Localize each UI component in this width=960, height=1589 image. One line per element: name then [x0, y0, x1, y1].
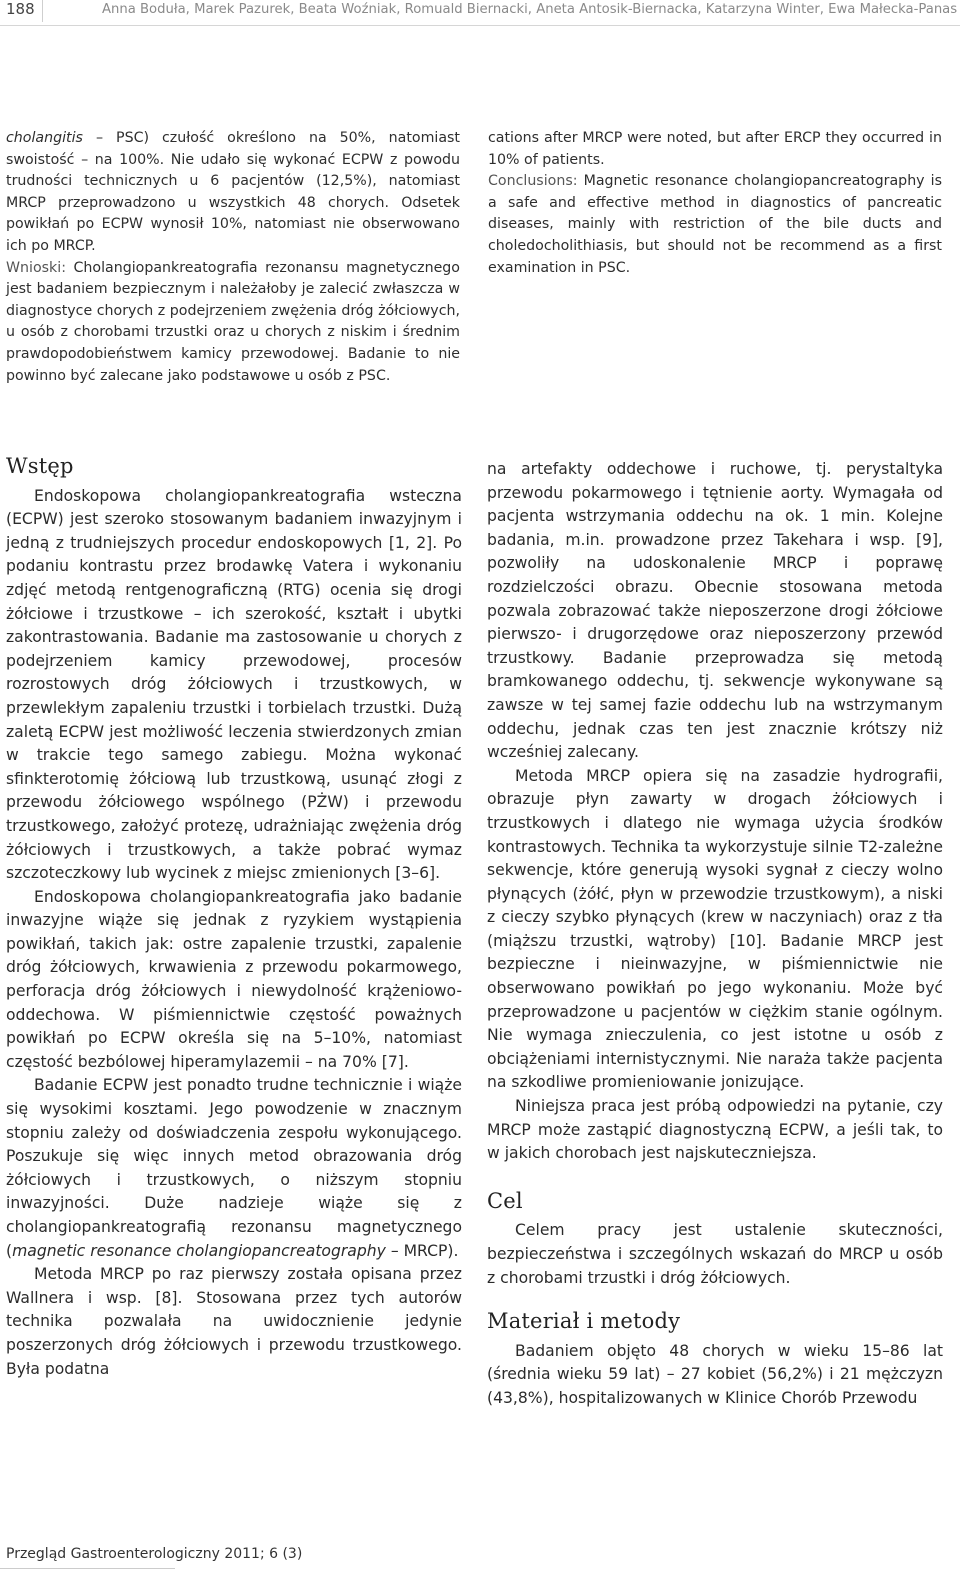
paragraph: Badaniem objęto 48 chorych w wieku 15–86 lat (średnia wieku 59 lat) – 27 kobiet (56,2%) i 21 mężczyzn (43,8%), hospitalizowanych w Klinice Chorób Przewodu: [487, 1341, 943, 1407]
page-number: 188: [6, 0, 35, 18]
abstract-en-results: cations after MRCP were noted, but after ERCP they occurred in 10% of patients.: [488, 130, 942, 168]
paragraph: Endoskopowa cholangiopankreatografia wsteczna (ECPW) jest szeroko stosowanym badaniem inwazyjnym i jedną z trudniejszych procedur endoskopowych [1, 2]. Po podaniu kontrastu przez brodawkę Vatera i wykonaniu zdjęć metodą rentgenograficzną (RTG) ocenia się drogi żółciowe i trzustkowe – ich szerokość, kształt i ubytki zakontrastowania. Badanie ma zastosowanie u chorych z podejrzeniem kamicy przewodowej, procesów rozrostowych dróg żółciowych i trzustkowych, w przewlekłym zapaleniu trzustki i torbielach trzustki. Dużą zaletą ECPW jest możliwość leczenia stwierdzonych zmian w trakcie tego samego zabiegu. Można wykonać sfinkterotomię żółciową lub trzustkową, usunąć złogi z przewodu żółciowego wspólnego (PŻW) i przewodu trzustkowego, założyć protezę, udrażniając zwężenia dróg żółciowych i trzustkowych, a także pobrać wymaz szczoteczkowy lub wycinek z miejsc zmienionych [3–6].: [6, 486, 462, 883]
section-heading-intro: Wstęp: [6, 454, 74, 478]
header-rule: [0, 25, 960, 26]
paragraph: Metoda MRCP po raz pierwszy została opisana przez Wallnera i wsp. [8]. Stosowana przez tych autorów technika pozwalała na uwidocznienie jedynie poszerzonych dróg żółciowych i przewodu trzustkowego. Była podatna: [6, 1265, 462, 1378]
body-left-column: [6, 455, 462, 1381]
paragraph: Niniejsza praca jest próbą odpowiedzi na pytanie, czy MRCP może zastąpić diagnostyczną ECPW, a jeśli tak, to w jakich chorobach jest najskuteczniejsza.: [487, 1097, 943, 1163]
section-heading-aim: Cel: [487, 1188, 523, 1213]
paragraph: Metoda MRCP opiera się na zasadzie hydrografii, obrazuje płyn zawarty w drogach żółciowych i trzustkowych i dlatego nie wymaga użycia środków kontrastowych. Technika ta wykorzystuje silnie T2-zależne sekwencje, które generują wysoki sygnał z cieczy wolno płynących (żółć, płyn w przewodzie trzustkowym), a niski z cieczy szybko płynących (krew w naczyniach) oraz z tła (miąższu trzustki, wątroby) [10]. Badanie MRCP jest bezpieczne i nieinwazyjne, w piśmiennictwie nie obserwowano powikłań po jego wykonaniu. Może być przeprowadzone u pacjentów w ciężkim stanie ogólnym. Nie wymaga znieczulenia, co jest istotne u osób z obciążeniami internistycznymi. Nie naraża także pacjenta na szkodliwe promieniowanie jonizujące.: [487, 766, 943, 1092]
paragraph: Endoskopowa cholangiopankreatografia jako badanie inwazyjne wiąże się jednak z ryzykiem wystąpienia powikłań, takich jak: ostre zapalenie trzustki, zapalenie dróg żółciowych, krwawienia z przewodu pokarmowego, perforacja dróg żółciowych i niewydolność krążeniowo-oddechowa. W piśmiennictwie częstość poważnych powikłań po ECPW określa się na 5–10%, natomiast częstość bezbólowej hiperamylazemii – na 70% [7].: [6, 887, 462, 1071]
abstract-en-conclusions: Conclusions: Magnetic resonance cholangiopancreatography is a safe and effective method in diagnostics of pancreatic diseases, mainly with restriction of the bile ducts and choledocholithiasis, but should not be recommend as a first examination in PSC.: [488, 173, 942, 276]
conclusions-label-pl: Wnioski:: [6, 259, 66, 276]
body-right-column: [487, 458, 943, 1411]
abstract-pl-results: cholangitis – PSC) czułość określono na 50%, natomiast swoistość – na 100%. Nie udało się wykonać ECPW z powodu trudności technicznych u 6 pacjentów (12,5%), natomiast MRCP przeprowadzono u wszystkich 48 chorych. Odsetek powikłań po ECPW wynosił 10%, natomiast nie obserwowano ich po MRCP.: [6, 130, 460, 254]
running-header-authors: Anna Boduła, Marek Pazurek, Beata Woźniak, Romuald Biernacki, Aneta Antosik-Biernacka, Katarzyna Winter, Ewa Małecka-Panas: [102, 2, 958, 17]
journal-footer: Przegląd Gastroenterologiczny 2011; 6 (3): [6, 1546, 303, 1562]
paragraph: na artefakty oddechowe i ruchowe, tj. perystaltyka przewodu pokarmowego i tętnienie aorty. Wymagała od pacjenta wstrzymania oddechu na ok. 1 min. Kolejne badania, m.in. prowadzone przez Takehara i wsp. [9], pozwoliły na udoskonalenie MRCP i poprawę rozdzielczości obrazu. Obecnie stosowana metoda pozwala zobrazować także nieposzerzone drogi żółciowe pierwszo- i drugorzędowe oraz nieposzerzony przewód trzustkowy. Badanie przeprowadza się metodą bramkowanego oddechu, tj. sekwencje wykonywane są zawsze w tej samej fazie oddechu lub na wstrzymanym oddechu, jednak czas ten jest znacznie krótszy niż wcześniej zalecany.: [487, 460, 943, 762]
footer-rule: [0, 1568, 175, 1569]
abstract-pl-conclusions: Wnioski: Cholangiopankreatografia rezonansu magnetycznego jest badaniem bezpiecznym i należałoby je zalecić zwłaszcza w diagnostyce chorych z podejrzeniem zwężenia dróg żółciowych, u osób z chorobami trzustki oraz u chorych z niskim i średnim prawdopodobieństwem kamicy przewodowej. Badanie to nie powinno być zalecane jako podstawowe u osób z PSC.: [6, 259, 460, 384]
abstract-en: [488, 128, 942, 279]
paragraph: Badanie ECPW jest ponadto trudne technicznie i wiąże się wysokimi kosztami. Jego powodzenie w znacznym stopniu zależy od doświadczenia zespołu wykonującego. Poszukuje się więc innych metod obrazowania dróg żółciowych i trzustkowych, o niższym stopniu inwazyjności. Duże nadzieje wiąże się z cholangiopankreatografią rezonansu magnetycznego (magnetic resonance cholangiopancreatography – MRCP).: [6, 1076, 462, 1260]
paragraph: Celem pracy jest ustalenie skuteczności, bezpieczeństwa i szczególnych wskazań do MRCP u osób z chorobami trzustki i dróg żółciowych.: [487, 1221, 943, 1287]
conclusions-label-en: Conclusions:: [488, 173, 578, 190]
abstract-pl: [6, 128, 460, 387]
section-heading-methods: Materiał i metody: [487, 1309, 681, 1334]
